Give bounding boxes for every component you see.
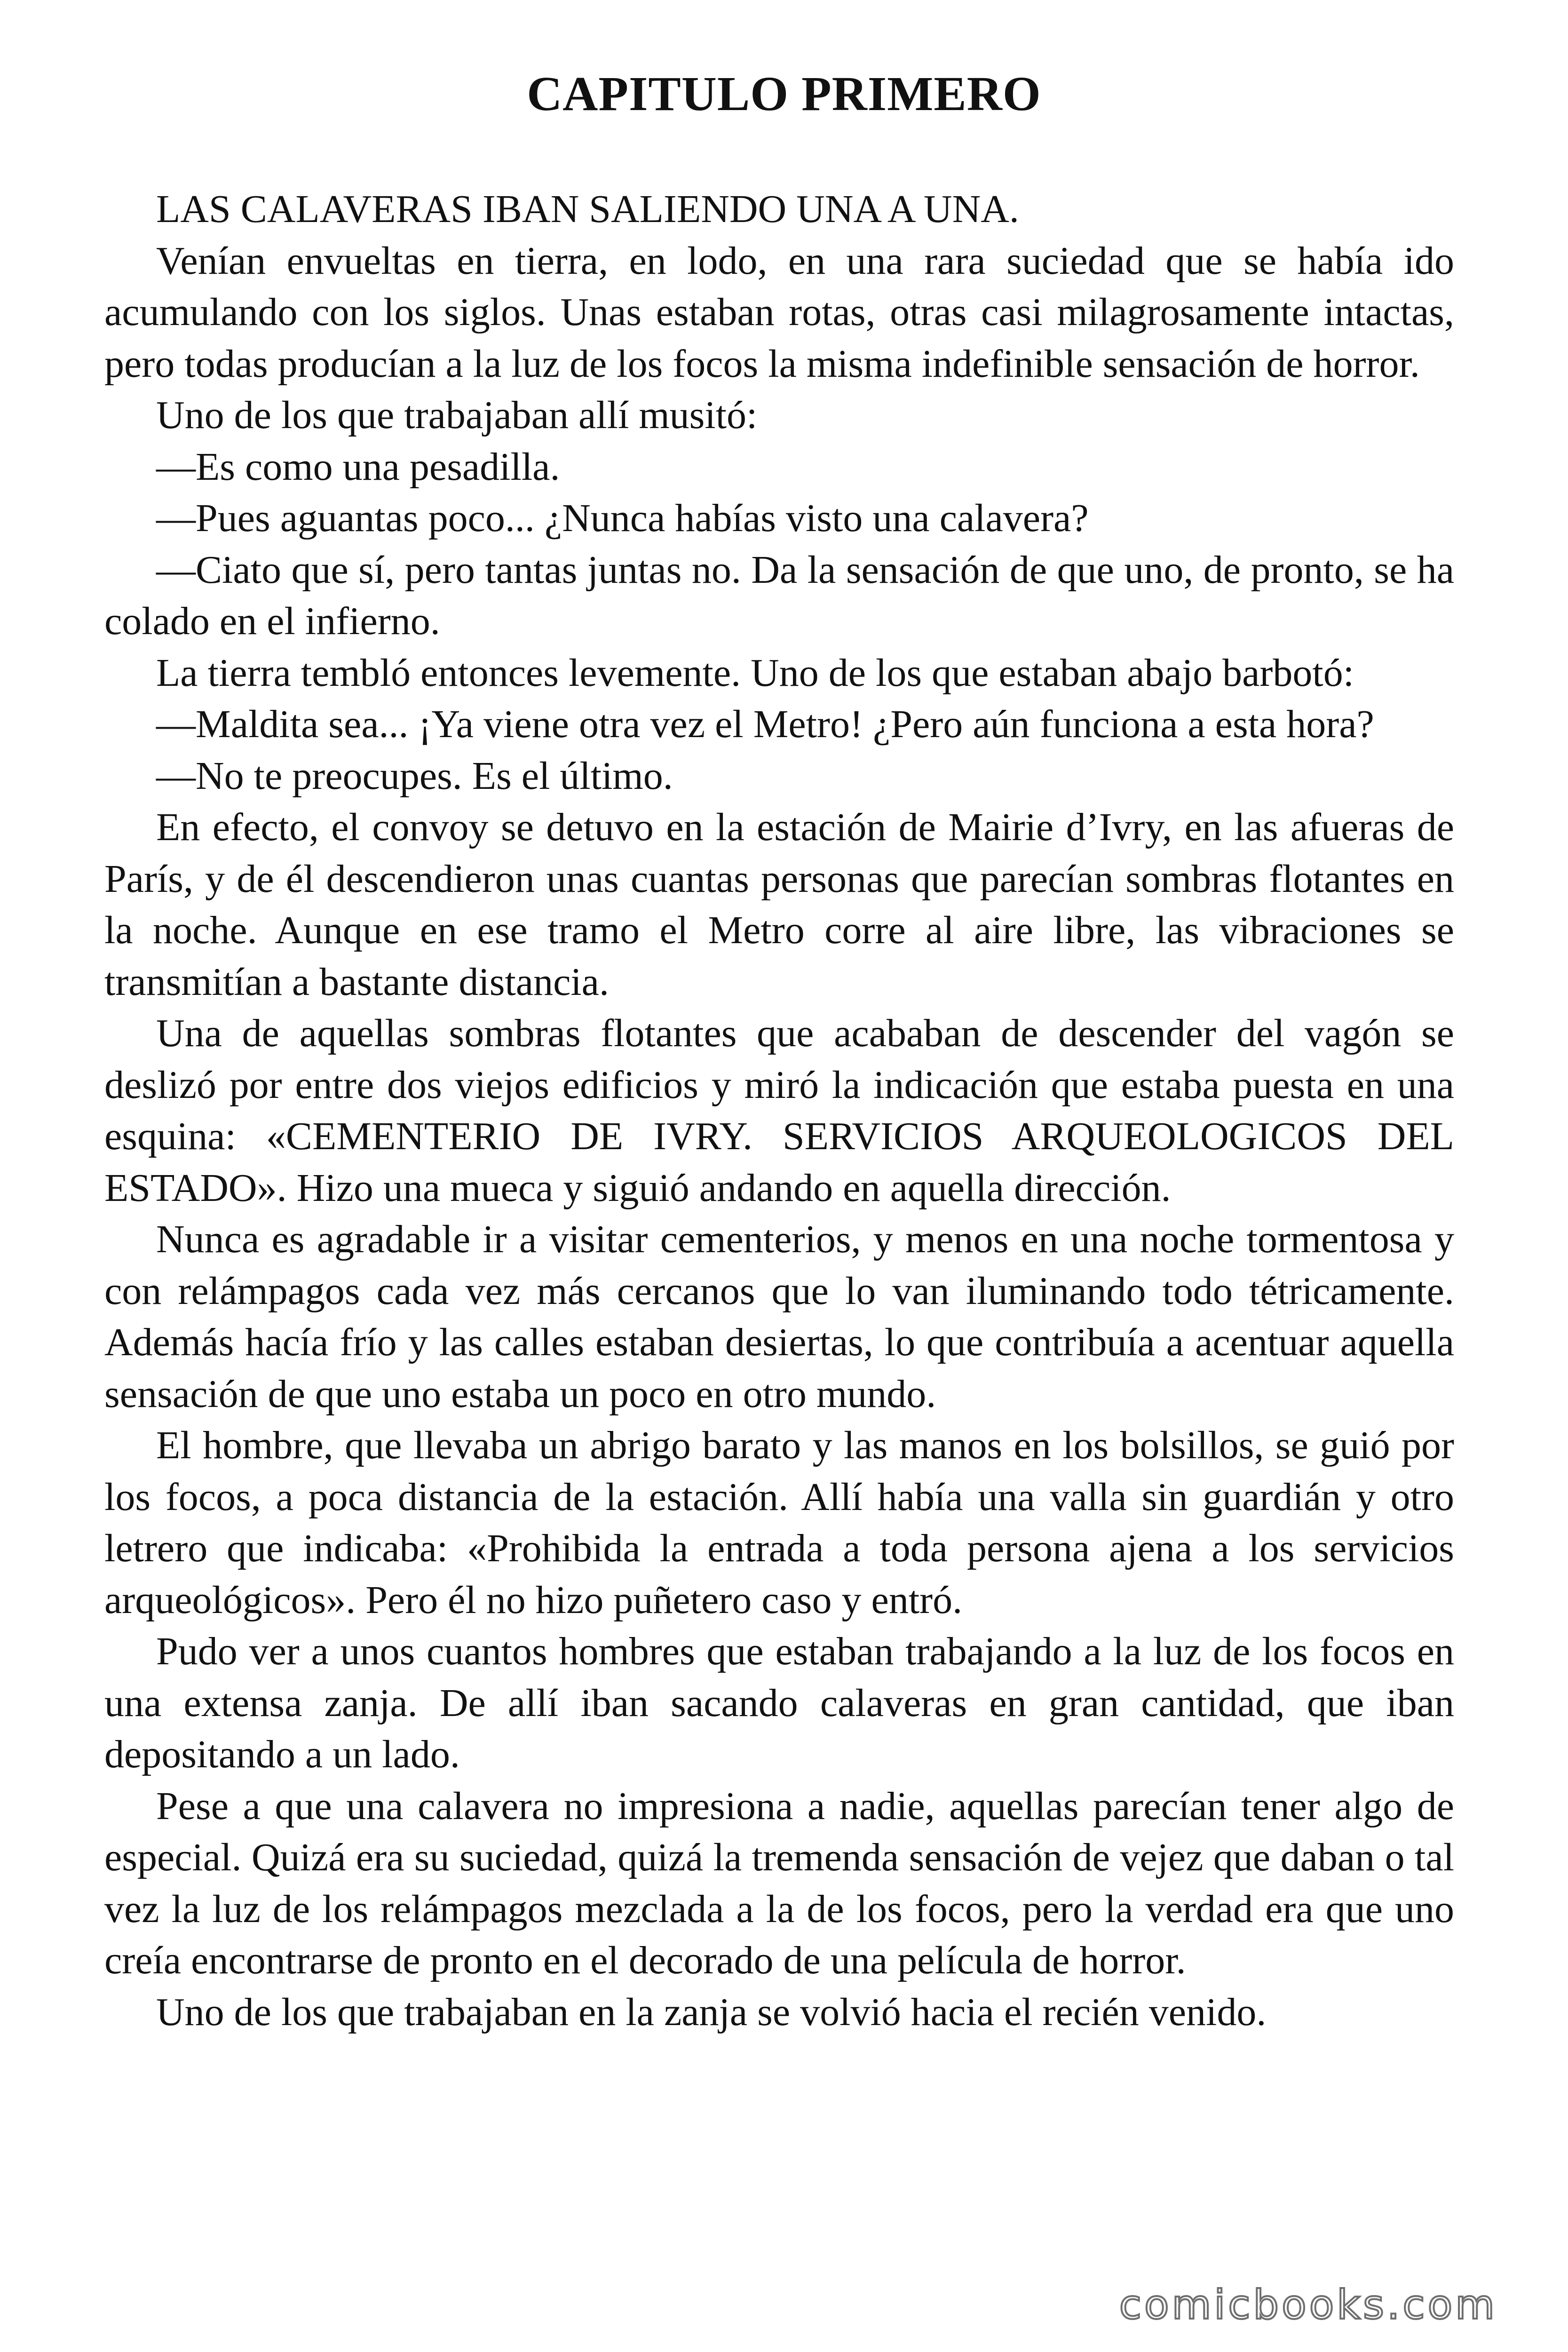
chapter-body bbox=[104, 183, 1454, 2038]
paragraph: La tierra tembló entonces levemente. Uno de los que estaban abajo barbotó: bbox=[156, 651, 1354, 695]
paragraph: Una de aquellas sombras flotantes que acababan de descender del vagón se deslizó por entre dos viejos edificios y miró la indicación que estaba puesta en una esquina: «CEMENTERIO DE IVRY. SERVICIOS ARQUEOLOGICOS DEL ESTADO». Hizo una mueca y siguió andando en aquella dirección. bbox=[104, 1011, 1454, 1210]
paragraph: —Ciato que sí, pero tantas juntas no. Da la sensación de que uno, de pronto, se ha colado en el infierno. bbox=[104, 548, 1454, 643]
paragraph: LAS CALAVERAS IBAN SALIENDO UNA A UNA. bbox=[156, 187, 1019, 231]
paragraph: —Pues aguantas poco... ¿Nunca habías visto una calavera? bbox=[156, 496, 1089, 540]
watermark: comicbooks.com bbox=[1119, 2281, 1497, 2328]
paragraph: Pese a que una calavera no impresiona a nadie, aquellas parecían tener algo de especial. Quizá era su suciedad, quizá la tremenda sensación de vejez que daban o tal vez la luz de los relámpagos mezclada a la de los focos, pero la verdad era que uno creía encontrarse de pronto en el decorado de una película de horror. bbox=[104, 1784, 1454, 1982]
paragraph: Venían envueltas en tierra, en lodo, en una rara suciedad que se había ido acumulando con los siglos. Unas estaban rotas, otras casi milagrosamente intactas, pero todas producían a la luz de los focos la misma indefinible sensación de horror. bbox=[104, 238, 1454, 386]
paragraph: —Maldita sea... ¡Ya viene otra vez el Metro! ¿Pero aún funciona a esta hora? bbox=[156, 702, 1374, 746]
chapter-title: CAPITULO PRIMERO bbox=[527, 67, 1041, 121]
paragraph: Uno de los que trabajaban en la zanja se volvió hacia el recién venido. bbox=[156, 1990, 1267, 2034]
paragraph: —Es como una pesadilla. bbox=[156, 445, 560, 489]
paragraph: En efecto, el convoy se detuvo en la estación de Mairie d’Ivry, en las afueras de París, y de él descendieron unas cuantas personas que parecían sombras flotantes en la noche. Aunque en ese tramo el Metro corre al aire libre, las vibraciones se transmitían a bastante distancia. bbox=[104, 805, 1454, 1004]
paragraph: Uno de los que trabajaban allí musitó: bbox=[156, 393, 758, 437]
paragraph: —No te preocupes. Es el último. bbox=[156, 754, 673, 798]
paragraph: Nunca es agradable ir a visitar cementerios, y menos en una noche tormentosa y con relámpagos cada vez más cercanos que lo van iluminando todo tétricamente. Además hacía frío y las calles estaban desiertas, lo que contribuía a acentuar aquella sensación de que uno estaba un poco en otro mundo. bbox=[104, 1217, 1454, 1416]
paragraph: El hombre, que llevaba un abrigo barato y las manos en los bolsillos, se guió por los focos, a poca distancia de la estación. Allí había una valla sin guardián y otro letrero que indicaba: «Prohibida la entrada a toda persona ajena a los servicios arqueológicos». Pero él no hizo puñetero caso y entró. bbox=[104, 1423, 1454, 1622]
paragraph: Pudo ver a unos cuantos hombres que estaban trabajando a la luz de los focos en una extensa zanja. De allí iban sacando calaveras en gran cantidad, que iban depositando a un lado. bbox=[104, 1629, 1454, 1776]
